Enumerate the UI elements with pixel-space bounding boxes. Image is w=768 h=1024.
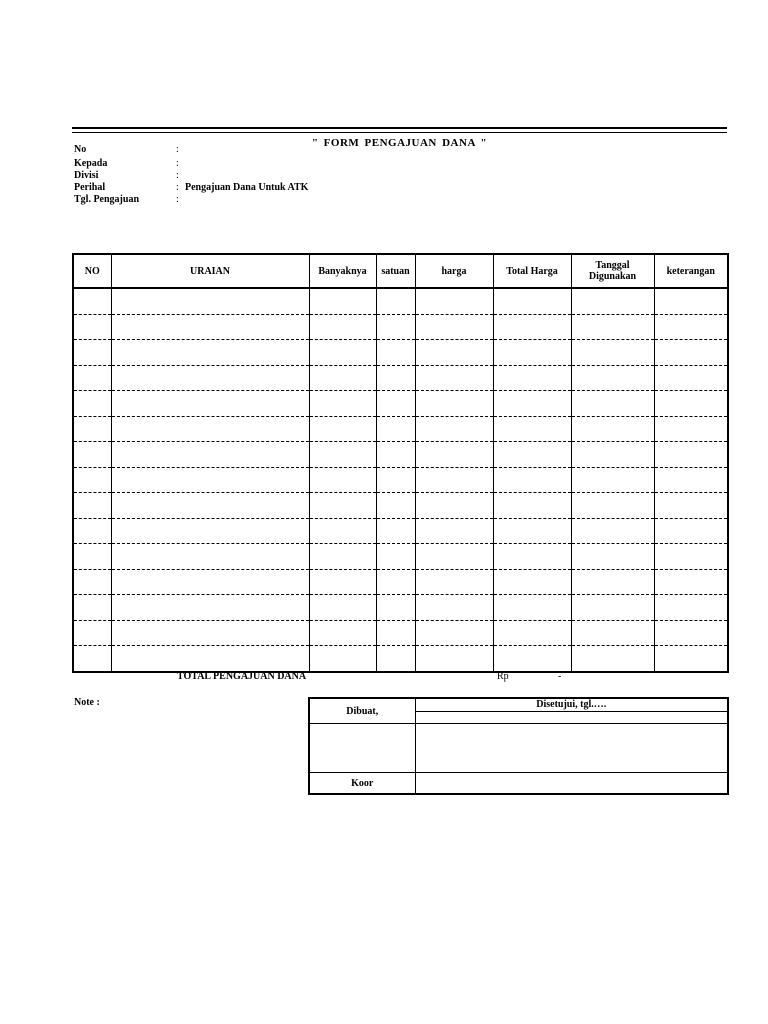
cell-banyaknya [309, 467, 376, 493]
cell-uraian [111, 595, 309, 621]
signature-role-approved [415, 773, 728, 795]
cell-keterangan [654, 314, 728, 340]
cell-banyaknya [309, 416, 376, 442]
cell-total-harga [493, 340, 571, 366]
cell-keterangan [654, 340, 728, 366]
field-colon-kepada: : [176, 158, 179, 169]
col-header-keterangan: keterangan [654, 254, 728, 288]
cell-harga [415, 416, 493, 442]
cell-keterangan [654, 442, 728, 468]
cell-uraian [111, 544, 309, 570]
cell-satuan [376, 620, 415, 646]
cell-banyaknya [309, 288, 376, 314]
table-row [73, 467, 728, 493]
cell-satuan [376, 544, 415, 570]
table-body [73, 288, 728, 672]
cell-uraian [111, 314, 309, 340]
cell-uraian [111, 391, 309, 417]
cell-satuan [376, 595, 415, 621]
cell-harga [415, 442, 493, 468]
cell-harga [415, 646, 493, 672]
table-row [73, 314, 728, 340]
cell-keterangan [654, 620, 728, 646]
table-row [73, 595, 728, 621]
cell-satuan [376, 416, 415, 442]
cell-keterangan [654, 544, 728, 570]
cell-uraian [111, 493, 309, 519]
cell-harga [415, 340, 493, 366]
cell-total-harga [493, 288, 571, 314]
cell-keterangan [654, 416, 728, 442]
cell-uraian [111, 340, 309, 366]
cell-banyaknya [309, 340, 376, 366]
field-label-perihal: Perihal [74, 182, 106, 193]
cell-uraian [111, 288, 309, 314]
cell-total-harga [493, 442, 571, 468]
cell-keterangan [654, 467, 728, 493]
table-row [73, 365, 728, 391]
col-header-banyaknya: Banyaknya [309, 254, 376, 288]
cell-tanggal-digunakan [571, 340, 654, 366]
cell-banyaknya [309, 569, 376, 595]
cell-tanggal-digunakan [571, 442, 654, 468]
cell-no [73, 442, 111, 468]
cell-tanggal-digunakan [571, 595, 654, 621]
cell-banyaknya [309, 365, 376, 391]
cell-keterangan [654, 646, 728, 672]
cell-total-harga [493, 544, 571, 570]
top-rule-thin [72, 132, 727, 133]
cell-tanggal-digunakan [571, 365, 654, 391]
total-amount: - [558, 671, 562, 682]
cell-keterangan [654, 518, 728, 544]
signature-made-by: Dibuat, [309, 698, 415, 724]
table-row [73, 288, 728, 314]
cell-uraian [111, 620, 309, 646]
cell-total-harga [493, 595, 571, 621]
cell-tanggal-digunakan [571, 493, 654, 519]
table-row [73, 518, 728, 544]
cell-banyaknya [309, 442, 376, 468]
cell-no [73, 314, 111, 340]
cell-no [73, 340, 111, 366]
cell-banyaknya [309, 620, 376, 646]
table-row [73, 620, 728, 646]
cell-harga [415, 391, 493, 417]
cell-tanggal-digunakan [571, 544, 654, 570]
cell-keterangan [654, 365, 728, 391]
field-label-tgl-pengajuan: Tgl. Pengajuan [74, 194, 140, 205]
cell-uraian [111, 467, 309, 493]
cell-tanggal-digunakan [571, 646, 654, 672]
cell-uraian [111, 365, 309, 391]
cell-total-harga [493, 569, 571, 595]
field-label-kepada: Kepada [74, 158, 108, 169]
cell-banyaknya [309, 314, 376, 340]
field-label-divisi: Divisi [74, 170, 99, 181]
cell-harga [415, 569, 493, 595]
table-row [73, 340, 728, 366]
signature-table [308, 697, 729, 795]
col-header-no: NO [73, 254, 111, 288]
cell-total-harga [493, 518, 571, 544]
cell-harga [415, 595, 493, 621]
cell-harga [415, 620, 493, 646]
table-row [73, 493, 728, 519]
cell-satuan [376, 493, 415, 519]
total-currency: Rp [497, 671, 509, 682]
field-colon-tgl-pengajuan: : [176, 194, 179, 205]
item-table [72, 253, 729, 673]
cell-keterangan [654, 595, 728, 621]
cell-total-harga [493, 493, 571, 519]
signature-approved-subrow [415, 711, 728, 724]
field-colon-divisi: : [176, 170, 179, 181]
cell-total-harga [493, 365, 571, 391]
cell-banyaknya [309, 595, 376, 621]
cell-keterangan [654, 493, 728, 519]
cell-harga [415, 288, 493, 314]
cell-banyaknya [309, 518, 376, 544]
cell-no [73, 416, 111, 442]
field-value-perihal: Pengajuan Dana Untuk ATK [185, 182, 309, 193]
cell-harga [415, 544, 493, 570]
cell-harga [415, 314, 493, 340]
table-row [73, 391, 728, 417]
cell-no [73, 646, 111, 672]
cell-total-harga [493, 646, 571, 672]
total-label: TOTAL PENGAJUAN DANA [177, 671, 307, 682]
cell-tanggal-digunakan [571, 314, 654, 340]
cell-banyaknya [309, 646, 376, 672]
cell-satuan [376, 365, 415, 391]
cell-total-harga [493, 391, 571, 417]
cell-harga [415, 518, 493, 544]
top-rule-thick [72, 127, 727, 129]
cell-banyaknya [309, 493, 376, 519]
cell-banyaknya [309, 391, 376, 417]
cell-satuan [376, 442, 415, 468]
col-header-uraian: URAIAN [111, 254, 309, 288]
table-row [73, 646, 728, 672]
cell-tanggal-digunakan [571, 391, 654, 417]
cell-harga [415, 365, 493, 391]
cell-keterangan [654, 569, 728, 595]
cell-total-harga [493, 620, 571, 646]
cell-satuan [376, 288, 415, 314]
cell-total-harga [493, 467, 571, 493]
cell-tanggal-digunakan [571, 620, 654, 646]
cell-no [73, 620, 111, 646]
table-row [73, 544, 728, 570]
col-header-total-harga: Total Harga [493, 254, 571, 288]
table-row [73, 416, 728, 442]
cell-harga [415, 493, 493, 519]
cell-satuan [376, 646, 415, 672]
table-row [73, 569, 728, 595]
cell-harga [415, 467, 493, 493]
signature-space-approved [415, 724, 728, 773]
cell-tanggal-digunakan [571, 288, 654, 314]
cell-uraian [111, 442, 309, 468]
cell-tanggal-digunakan [571, 569, 654, 595]
form-title: " FORM PENGAJUAN DANA " [311, 137, 488, 149]
cell-no [73, 518, 111, 544]
cell-tanggal-digunakan [571, 416, 654, 442]
cell-satuan [376, 467, 415, 493]
signature-role: Koor [309, 773, 415, 795]
cell-no [73, 391, 111, 417]
col-header-harga: harga [415, 254, 493, 288]
cell-total-harga [493, 416, 571, 442]
field-colon-perihal: : [176, 182, 179, 193]
cell-no [73, 467, 111, 493]
cell-uraian [111, 569, 309, 595]
cell-satuan [376, 340, 415, 366]
table-header-row [73, 254, 728, 288]
signature-approved: Disetujui, tgl.…. [415, 698, 728, 711]
col-header-tanggal-digunakan: Tanggal Digunakan [571, 254, 654, 288]
cell-no [73, 493, 111, 519]
cell-uraian [111, 646, 309, 672]
cell-uraian [111, 416, 309, 442]
cell-banyaknya [309, 544, 376, 570]
cell-no [73, 288, 111, 314]
col-header-satuan: satuan [376, 254, 415, 288]
cell-no [73, 544, 111, 570]
cell-tanggal-digunakan [571, 467, 654, 493]
cell-no [73, 569, 111, 595]
cell-keterangan [654, 288, 728, 314]
cell-uraian [111, 518, 309, 544]
cell-satuan [376, 569, 415, 595]
cell-tanggal-digunakan [571, 518, 654, 544]
field-colon-no: : [176, 144, 179, 155]
cell-no [73, 595, 111, 621]
cell-no [73, 365, 111, 391]
signature-space-made [309, 724, 415, 773]
field-label-no: No [74, 144, 87, 155]
table-row [73, 442, 728, 468]
cell-satuan [376, 518, 415, 544]
note-label: Note : [74, 697, 100, 708]
header-fields [72, 144, 727, 210]
cell-keterangan [654, 391, 728, 417]
cell-satuan [376, 391, 415, 417]
cell-total-harga [493, 314, 571, 340]
cell-satuan [376, 314, 415, 340]
